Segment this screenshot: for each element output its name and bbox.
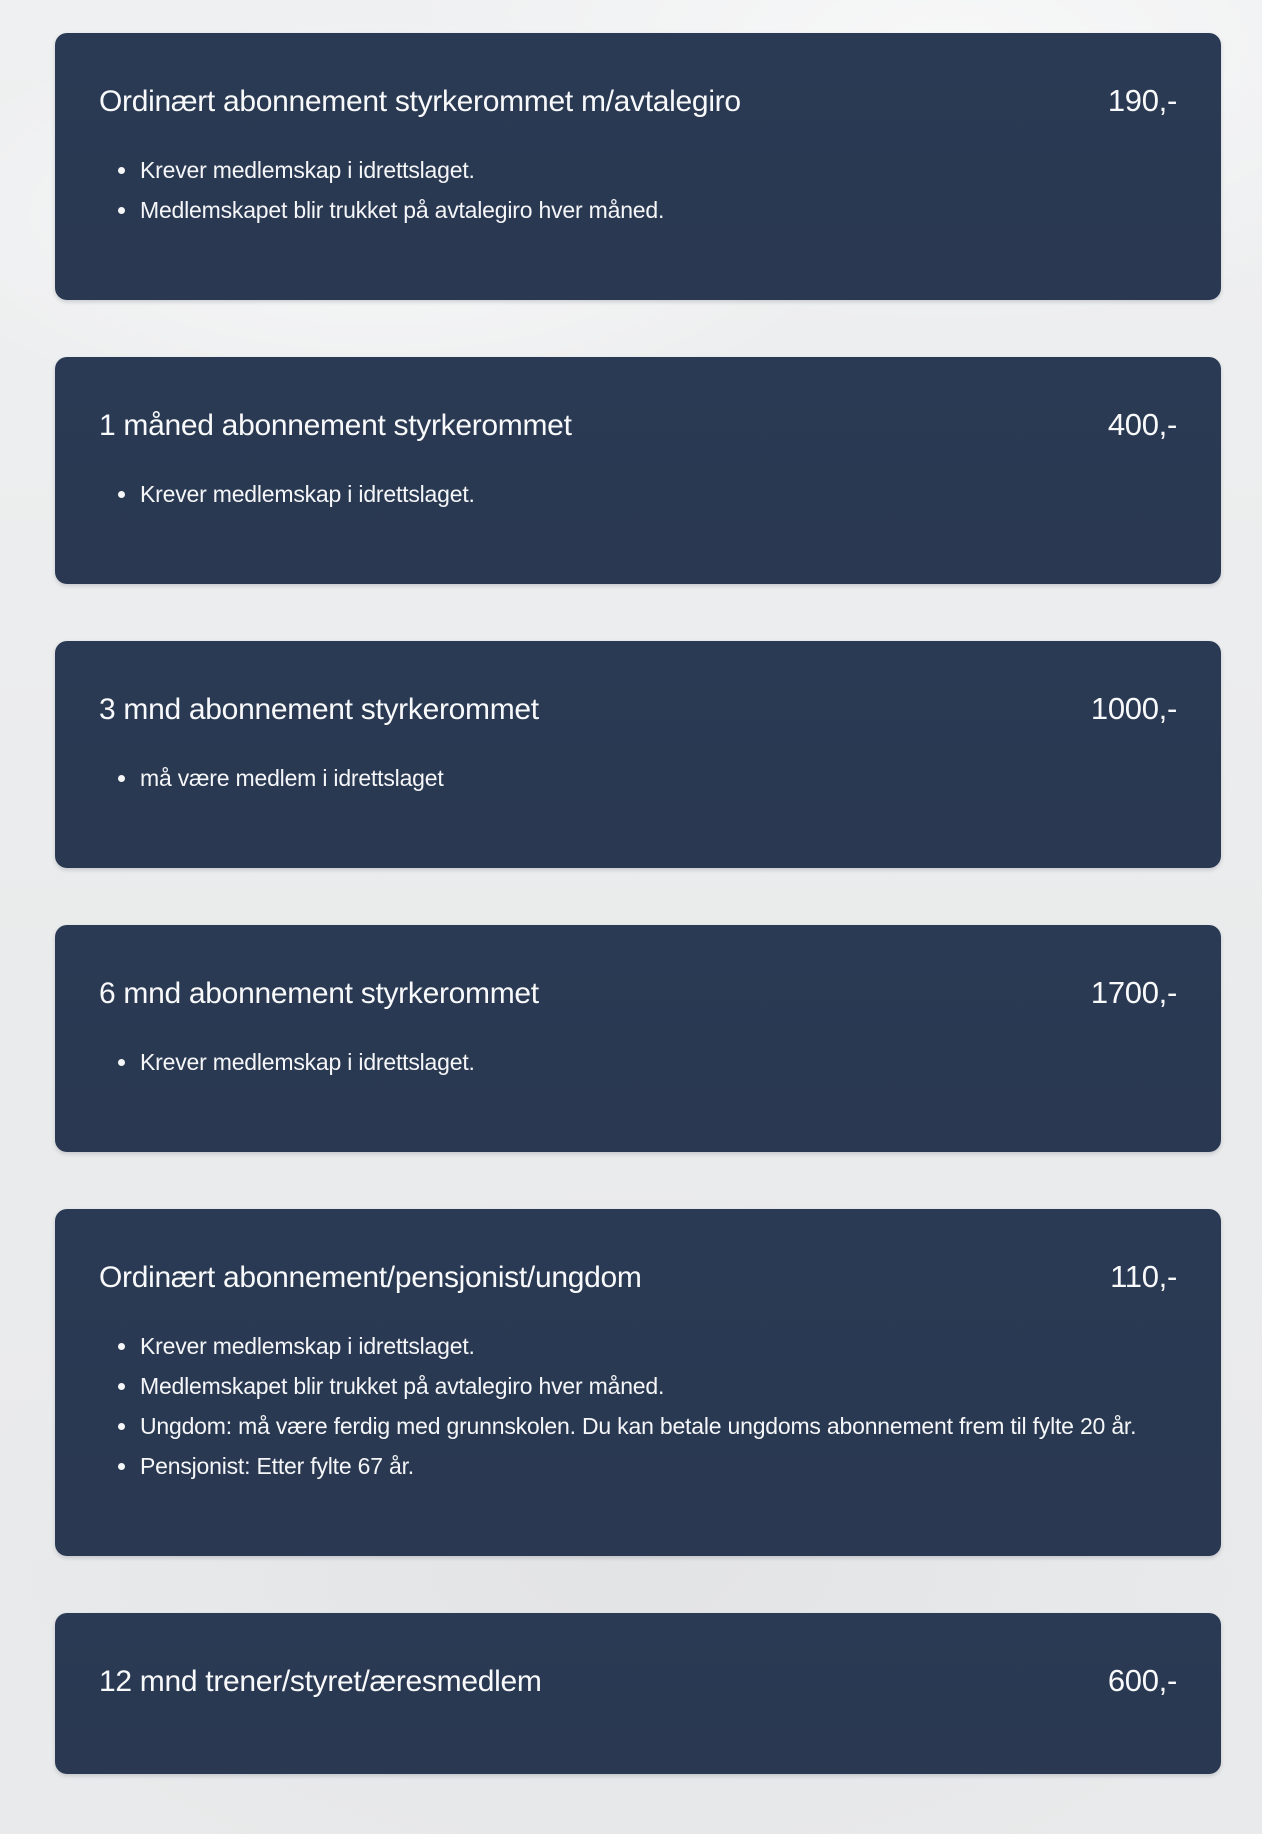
pricing-card-bullet-list (99, 150, 1177, 230)
pricing-card-header (99, 403, 1177, 448)
pricing-card-header (99, 79, 1177, 124)
pricing-card[interactable] (55, 1209, 1221, 1556)
pricing-card-bullet: Krever medlemskap i idrettslaget. (118, 474, 1177, 514)
pricing-card-price: 1700,- (1090, 975, 1177, 1010)
pricing-card-header (99, 971, 1177, 1016)
pricing-card-bullet: Medlemskapet blir trukket på avtalegiro hver måned. (118, 190, 1177, 230)
pricing-card-title: 6 mnd abonnement styrkerommet (99, 977, 539, 1010)
pricing-card-bullet: Krever medlemskap i idrettslaget. (118, 1326, 1177, 1366)
pricing-card[interactable] (55, 357, 1221, 584)
pricing-card-header (99, 687, 1177, 732)
pricing-card[interactable] (55, 1613, 1221, 1774)
pricing-card-title: 12 mnd trener/styret/æresmedlem (99, 1665, 542, 1698)
pricing-card-title: 1 måned abonnement styrkerommet (99, 409, 572, 442)
pricing-card-bullet: Krever medlemskap i idrettslaget. (118, 1042, 1177, 1082)
pricing-card-price: 190,- (1107, 83, 1177, 118)
pricing-card-header (99, 1659, 1177, 1704)
pricing-card-header (99, 1255, 1177, 1300)
pricing-card-price: 110,- (1110, 1259, 1177, 1294)
pricing-card-bullet-list (99, 474, 1177, 514)
pricing-card-price: 1000,- (1090, 691, 1177, 726)
pricing-card-bullet: Pensjonist: Etter fylte 67 år. (118, 1446, 1177, 1486)
pricing-card[interactable] (55, 925, 1221, 1152)
pricing-card-bullet: Ungdom: må være ferdig med grunnskolen. Du kan betale ungdoms abonnement frem til fylte 20 år. (118, 1406, 1177, 1446)
pricing-card-title: Ordinært abonnement styrkerommet m/avtalegiro (99, 85, 741, 118)
pricing-card-bullet-list (99, 1042, 1177, 1082)
pricing-card-bullet: Medlemskapet blir trukket på avtalegiro hver måned. (118, 1366, 1177, 1406)
pricing-card-bullet: Krever medlemskap i idrettslaget. (118, 150, 1177, 190)
pricing-card-bullet-list (99, 1326, 1177, 1486)
pricing-card[interactable] (55, 33, 1221, 300)
pricing-card-list (55, 33, 1221, 1774)
pricing-card-bullet: må være medlem i idrettslaget (118, 758, 1177, 798)
pricing-card[interactable] (55, 641, 1221, 868)
pricing-card-bullet-list (99, 758, 1177, 798)
pricing-card-title: Ordinært abonnement/pensjonist/ungdom (99, 1261, 642, 1294)
pricing-card-price: 400,- (1107, 407, 1177, 442)
pricing-card-title: 3 mnd abonnement styrkerommet (99, 693, 539, 726)
pricing-card-price: 600,- (1107, 1663, 1177, 1698)
